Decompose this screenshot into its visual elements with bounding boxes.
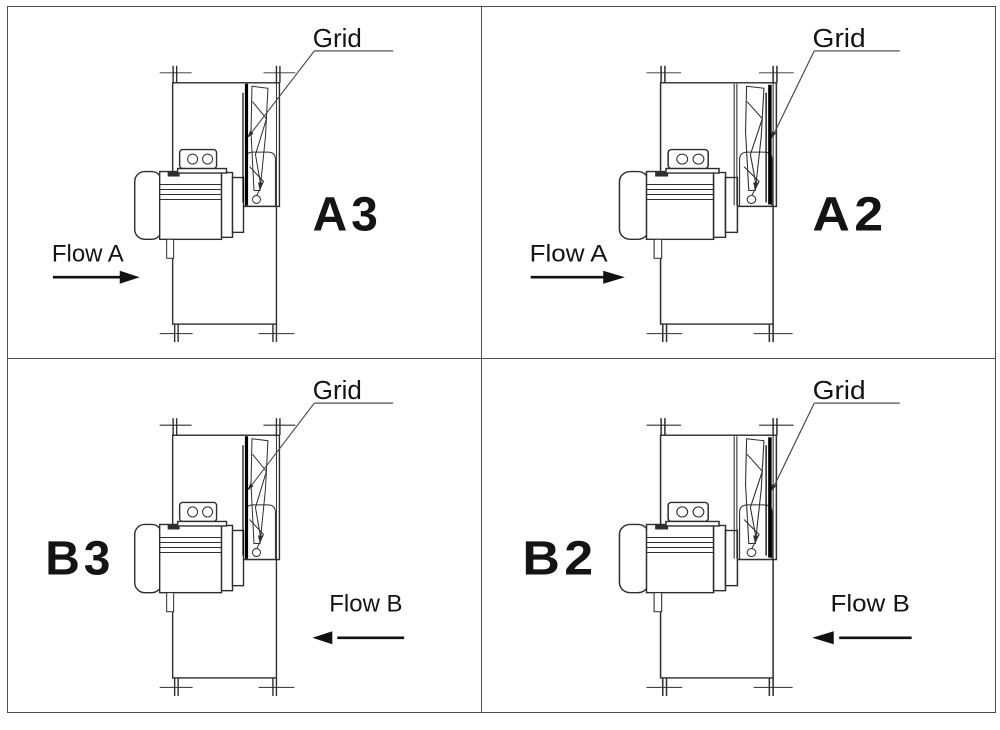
grid-label: Grid bbox=[812, 375, 866, 405]
flow-label: Flow B bbox=[830, 590, 910, 618]
flow-label: Flow A bbox=[529, 240, 608, 268]
motor-flange bbox=[714, 173, 726, 238]
panel-a2 bbox=[482, 7, 995, 359]
bottom-flange bbox=[160, 678, 295, 696]
flow-arrow-left-icon bbox=[312, 631, 404, 644]
flow-label: Flow B bbox=[329, 590, 403, 618]
motor-end-cap bbox=[135, 524, 162, 592]
flow-arrow-left-icon bbox=[812, 631, 912, 644]
motor-support bbox=[654, 593, 662, 612]
motor-flange-step bbox=[233, 530, 244, 585]
top-flange bbox=[647, 66, 794, 83]
code-label: B3 bbox=[45, 532, 115, 586]
code-label: B2 bbox=[522, 531, 598, 586]
motor-body bbox=[160, 172, 222, 240]
fan-diagram-b2 bbox=[482, 359, 995, 712]
flow-arrow-right-icon bbox=[531, 271, 625, 284]
flow-label: Flow A bbox=[51, 240, 124, 268]
top-flange bbox=[647, 418, 794, 435]
motor-body bbox=[160, 524, 222, 592]
top-flange bbox=[160, 66, 296, 83]
motor-body bbox=[647, 172, 714, 240]
fan-diagram-b3 bbox=[8, 359, 481, 712]
motor-flange-step bbox=[233, 178, 244, 233]
code-label: A3 bbox=[312, 188, 382, 242]
grid-label: Grid bbox=[312, 375, 362, 406]
motor-flange bbox=[222, 525, 233, 590]
motor-flange-step bbox=[726, 530, 738, 585]
motor-flange bbox=[222, 173, 233, 238]
fan-diagram-a3 bbox=[8, 7, 481, 358]
grid-label: Grid bbox=[312, 24, 362, 53]
diagram-frame bbox=[7, 6, 996, 713]
top-flange bbox=[160, 418, 296, 435]
code-label: A2 bbox=[812, 187, 888, 241]
flow-arrow-right-icon bbox=[53, 271, 140, 284]
fan-diagram-a2 bbox=[482, 7, 995, 358]
motor-end-cap bbox=[135, 172, 162, 240]
motor-flange bbox=[714, 525, 726, 590]
panel-b3 bbox=[8, 359, 482, 712]
motor-body bbox=[647, 524, 714, 592]
motor-support bbox=[167, 239, 174, 258]
motor-end-cap bbox=[619, 172, 648, 240]
motor-end-cap bbox=[619, 524, 648, 592]
fan-unit bbox=[619, 418, 793, 696]
bottom-flange bbox=[647, 324, 793, 342]
motor-support bbox=[654, 239, 662, 258]
motor-support bbox=[167, 593, 174, 612]
grid-leader-line bbox=[772, 51, 814, 138]
motor-flange-step bbox=[726, 178, 738, 233]
bottom-flange bbox=[647, 678, 793, 696]
fan-unit-template bbox=[619, 418, 793, 696]
panel-b2 bbox=[482, 359, 995, 712]
grid-leader-line bbox=[772, 403, 814, 490]
fan-unit bbox=[619, 66, 793, 342]
grid-label: Grid bbox=[812, 23, 866, 53]
fan-unit-template bbox=[619, 66, 793, 342]
bottom-flange bbox=[160, 324, 295, 342]
panel-a3 bbox=[8, 7, 482, 359]
